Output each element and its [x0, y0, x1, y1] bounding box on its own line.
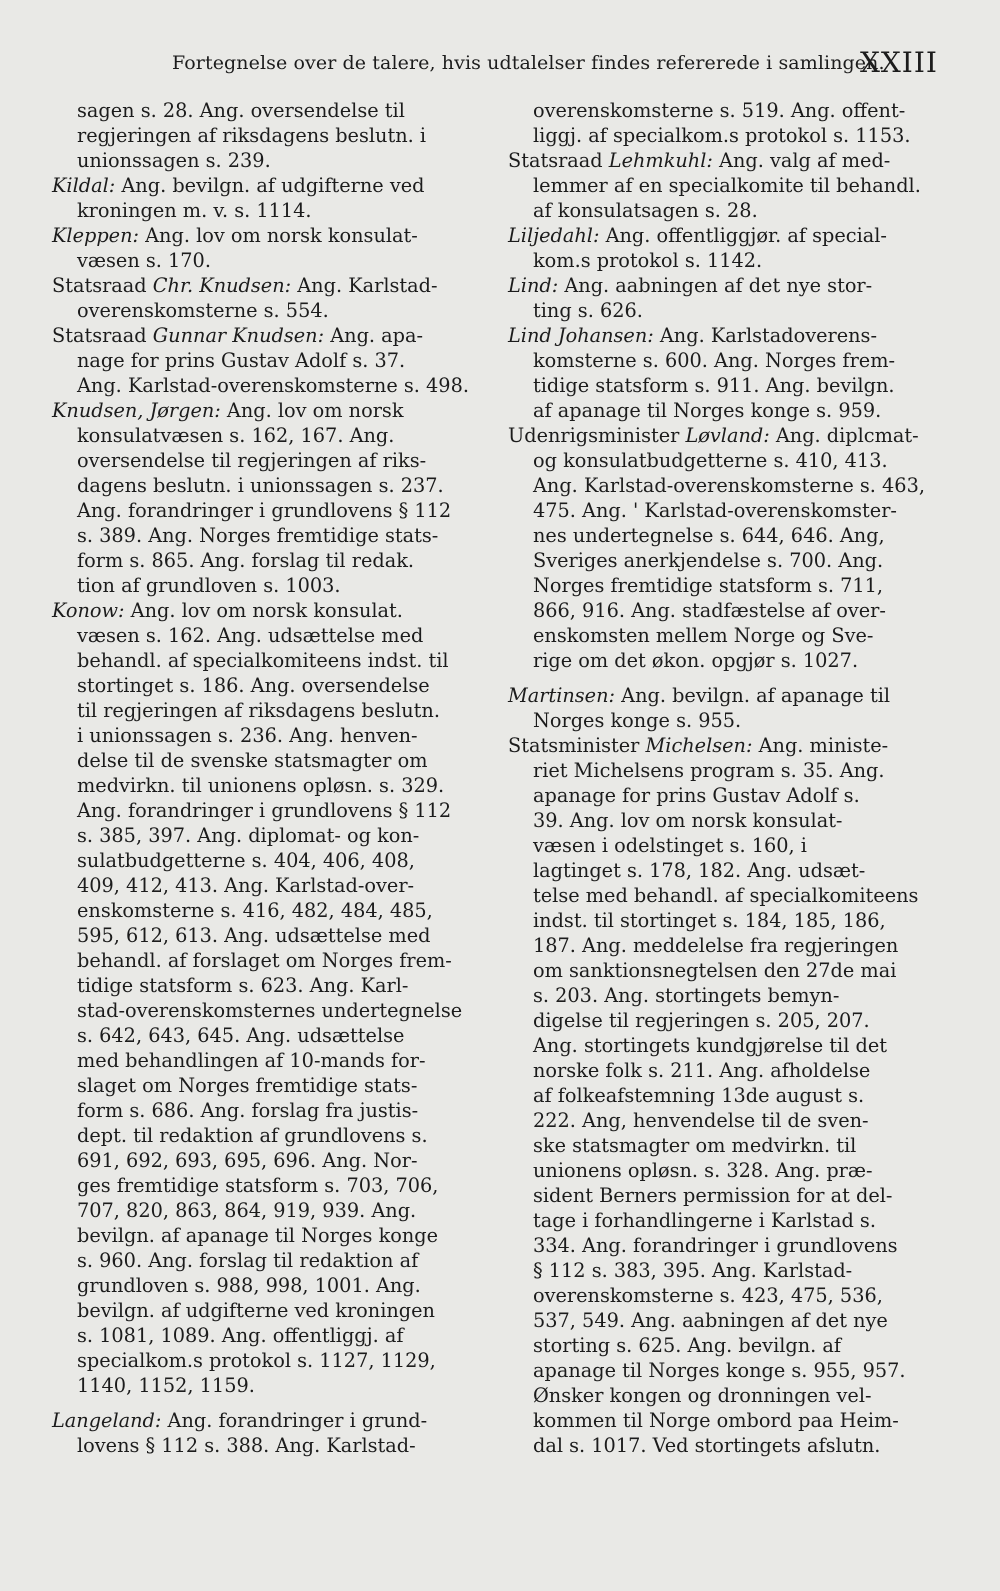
text-line — [52, 298, 485, 323]
text-line — [52, 723, 485, 748]
entry-text: s. 642, 643, 645. Ang. udsættelse — [77, 1024, 405, 1047]
text-line — [52, 98, 485, 123]
entry-text: indst. til stortinget s. 184, 185, 186, — [533, 909, 886, 932]
entry-text: storting s. 625. Ang. bevilgn. af — [533, 1334, 842, 1357]
text-line — [52, 448, 485, 473]
entry-text: regjeringen af riksdagens beslutn. i — [77, 124, 427, 147]
speaker-name: Gunnar Knudsen: — [152, 324, 325, 347]
entry-text: dal s. 1017. Ved stortingets afslutn. — [533, 1434, 881, 1457]
text-line — [508, 498, 938, 523]
running-title: Fortegnelse over de talere, hvis udtalelser findes refererede i samlingen. — [172, 52, 885, 74]
text-line — [508, 1158, 938, 1183]
speaker-title: Statsraad — [52, 274, 153, 297]
entry-text: sagen s. 28. Ang. oversendelse til — [77, 99, 405, 122]
speaker-name: Løvland: — [685, 424, 770, 447]
entry-text: Ang. forandringer i grundlovens § 112 — [77, 799, 452, 822]
text-line — [52, 623, 485, 648]
entry-text: Ang. Karlstadoverens- — [653, 324, 877, 347]
text-line — [52, 773, 485, 798]
text-line — [508, 173, 938, 198]
entry-text: tidige statsform s. 911. Ang. bevilgn. — [533, 374, 895, 397]
text-line — [52, 1048, 485, 1073]
text-line — [52, 348, 485, 373]
entry-text: telse med behandl. af specialkomiteens — [533, 884, 919, 907]
entry-text: ting s. 626. — [533, 299, 643, 322]
text-line — [508, 908, 938, 933]
speaker-name: Knudsen, Jørgen: — [52, 399, 221, 422]
text-line — [52, 973, 485, 998]
entry-text: nes undertegnelse s. 644, 646. Ang, — [533, 524, 885, 547]
text-line — [508, 1333, 938, 1358]
text-line — [508, 958, 938, 983]
entry-text: kroningen m. v. s. 1114. — [77, 199, 312, 222]
entry-text: bevilgn. af apanage til Norges konge — [77, 1224, 439, 1247]
speaker-name: Martinsen: — [508, 684, 616, 707]
entry-text: apanage til Norges konge s. 955, 957. — [533, 1359, 906, 1382]
entry-text: og konsulatbudgetterne s. 410, 413. — [533, 449, 888, 472]
speaker-title: Statsraad — [508, 149, 609, 172]
entry-text: Norges konge s. 955. — [533, 709, 742, 732]
entry-text: Ang. lov om norsk — [220, 399, 404, 422]
entry-text: 334. Ang. forandringer i grundlovens — [533, 1234, 898, 1257]
entry-text: nage for prins Gustav Adolf s. 37. — [77, 349, 406, 372]
entry-text: overenskomsterne s. 554. — [77, 299, 329, 322]
entry-text: komsterne s. 600. Ang. Norges frem- — [533, 349, 895, 372]
text-line — [508, 883, 938, 908]
speaker-name: Lind Johansen: — [508, 324, 654, 347]
entry-text: 409, 412, 413. Ang. Karlstad-over- — [77, 874, 415, 897]
text-line — [508, 98, 938, 123]
entry-text: 707, 820, 863, 864, 919, 939. Ang. — [77, 1199, 417, 1222]
text-line — [52, 1198, 485, 1223]
entry-text: bevilgn. af udgifterne ved kroningen — [77, 1299, 435, 1322]
entry-text: liggj. af specialkom.s protokol s. 1153. — [533, 124, 911, 147]
text-line — [52, 323, 485, 348]
text-line — [52, 648, 485, 673]
speaker-title: Statsminister — [508, 734, 646, 757]
entry-text: Ang. ministe- — [752, 734, 889, 757]
speaker-name: Konow: — [52, 599, 125, 622]
entry-text: riet Michelsens program s. 35. Ang. — [533, 759, 885, 782]
text-line — [508, 548, 938, 573]
entry-text: overenskomsterne s. 519. Ang. offent- — [533, 99, 906, 122]
entry-text: § 112 s. 383, 395. Ang. Karlstad- — [533, 1259, 853, 1282]
entry-text: Ang. forandringer i grundlovens § 112 — [77, 499, 452, 522]
page-number: XXIII — [859, 46, 938, 79]
text-line — [508, 123, 938, 148]
text-line — [508, 708, 938, 733]
entry-text: Ang. bevilgn. af apanage til — [615, 684, 891, 707]
entry-text: til regjeringen af riksdagens beslutn. — [77, 699, 440, 722]
entry-text: 866, 916. Ang. stadfæstelse af over- — [533, 599, 886, 622]
text-line — [52, 548, 485, 573]
text-line — [52, 1173, 485, 1198]
text-line — [508, 373, 938, 398]
entry-text: 537, 549. Ang. aabningen af det nye — [533, 1309, 888, 1332]
text-line — [508, 298, 938, 323]
left-column — [52, 98, 485, 1458]
entry-text: 222. Ang, henvendelse til de sven- — [533, 1109, 869, 1132]
text-line — [52, 1273, 485, 1298]
entry-text: tage i forhandlingerne i Karlstad s. — [533, 1209, 876, 1232]
entry-text: kom.s protokol s. 1142. — [533, 249, 763, 272]
entry-text: Ang. Karlstad-overenskomsterne s. 498. — [77, 374, 469, 397]
entry-text: ske statsmagter om medvirkn. til — [533, 1134, 857, 1157]
entry-text: af folkeafstemning 13de august s. — [533, 1084, 865, 1107]
text-line — [508, 1133, 938, 1158]
text-line — [508, 808, 938, 833]
text-line — [52, 898, 485, 923]
entry-text: med behandlingen af 10-mands for- — [77, 1049, 426, 1072]
text-line — [52, 273, 485, 298]
entry-text: s. 960. Ang. forslag til redaktion af — [77, 1249, 419, 1272]
text-line — [508, 623, 938, 648]
text-line — [508, 983, 938, 1008]
entry-text: væsen s. 162. Ang. udsættelse med — [77, 624, 424, 647]
entry-text: sident Berners permission for at del- — [533, 1184, 893, 1207]
speaker-name: Lind: — [508, 274, 559, 297]
text-line — [52, 148, 485, 173]
text-line — [508, 248, 938, 273]
entry-text: lovens § 112 s. 388. Ang. Karlstad- — [77, 1434, 416, 1457]
text-line — [52, 1433, 485, 1458]
page-header — [60, 44, 938, 84]
text-line — [52, 573, 485, 598]
text-line — [52, 1373, 485, 1398]
text-line — [508, 598, 938, 623]
text-line — [52, 798, 485, 823]
entry-text: Ang. offentliggjør. af special- — [599, 224, 887, 247]
text-line — [52, 223, 485, 248]
text-line — [52, 173, 485, 198]
entry-text: stortinget s. 186. Ang. oversendelse — [77, 674, 430, 697]
entry-text: slaget om Norges fremtidige stats- — [77, 1074, 418, 1097]
entry-text: medvirkn. til unionens opløsn. s. 329. — [77, 774, 445, 797]
text-line — [52, 1098, 485, 1123]
speaker-title: Statsraad — [52, 324, 153, 347]
entry-text: Ang. forandringer i grund- — [161, 1409, 428, 1432]
entry-text: tion af grundloven s. 1003. — [77, 574, 341, 597]
text-line — [508, 733, 938, 758]
text-line — [52, 423, 485, 448]
text-line — [508, 648, 938, 673]
text-line — [52, 923, 485, 948]
text-line — [52, 1223, 485, 1248]
text-line — [52, 398, 485, 423]
text-line — [508, 148, 938, 173]
text-line — [508, 223, 938, 248]
text-line — [508, 758, 938, 783]
text-line — [508, 1283, 938, 1308]
entry-text: specialkom.s protokol s. 1127, 1129, — [77, 1349, 436, 1372]
entry-text: Ang. diplcmat- — [769, 424, 919, 447]
speaker-name: Kleppen: — [52, 224, 139, 247]
text-line — [508, 1358, 938, 1383]
entry-text: form s. 865. Ang. forslag til redak. — [77, 549, 415, 572]
entry-text: af apanage til Norges konge s. 959. — [533, 399, 882, 422]
text-line — [508, 1433, 938, 1458]
speaker-name: Langeland: — [52, 1409, 162, 1432]
text-line — [508, 423, 938, 448]
entry-text: behandl. af specialkomiteens indst. til — [77, 649, 449, 672]
text-line — [508, 1008, 938, 1033]
text-line — [52, 373, 485, 398]
entry-text: apanage for prins Gustav Adolf s. — [533, 784, 860, 807]
entry-text: Ang. lov om norsk konsulat- — [139, 224, 418, 247]
text-line — [508, 683, 938, 708]
entry-text: enskomsten mellem Norge og Sve- — [533, 624, 874, 647]
text-line — [52, 248, 485, 273]
text-line — [52, 998, 485, 1023]
entry-text: Ang. valg af med- — [712, 149, 891, 172]
text-line — [52, 698, 485, 723]
entry-text: af konsulatsagen s. 28. — [533, 199, 758, 222]
entry-text: stad-overenskomsternes undertegnelse — [77, 999, 463, 1022]
entry-text: lagtinget s. 178, 182. Ang. udsæt- — [533, 859, 866, 882]
entry-text: dagens beslutn. i unionssagen s. 237. — [77, 474, 444, 497]
entry-text: 187. Ang. meddelelse fra regjeringen — [533, 934, 899, 957]
text-line — [508, 198, 938, 223]
text-line — [52, 1323, 485, 1348]
text-line — [508, 523, 938, 548]
speaker-name: Chr. Knudsen: — [152, 274, 292, 297]
text-line — [508, 448, 938, 473]
speaker-name: Kildal: — [52, 174, 116, 197]
entry-text: s. 203. Ang. stortingets bemyn- — [533, 984, 840, 1007]
entry-text: oversendelse til regjeringen af riks- — [77, 449, 427, 472]
text-line — [52, 1023, 485, 1048]
entry-text: unionens opløsn. s. 328. Ang. præ- — [533, 1159, 873, 1182]
text-line — [52, 948, 485, 973]
entry-text: om sanktionsnegtelsen den 27de mai — [533, 959, 897, 982]
text-line — [508, 1183, 938, 1208]
entry-text: enskomsterne s. 416, 482, 484, 485, — [77, 899, 433, 922]
text-line — [52, 823, 485, 848]
entry-text: Ang. bevilgn. af udgifterne ved — [115, 174, 425, 197]
text-line — [508, 858, 938, 883]
entry-text: unionssagen s. 239. — [77, 149, 271, 172]
text-line — [508, 323, 938, 348]
entry-text: kommen til Norge ombord paa Heim- — [533, 1409, 899, 1432]
text-line — [52, 1408, 485, 1433]
text-line — [508, 1208, 938, 1233]
text-line — [52, 1348, 485, 1373]
text-line — [52, 1073, 485, 1098]
entry-text: Ang. lov om norsk konsulat. — [124, 599, 403, 622]
entry-text: 475. Ang. ' Karlstad-overenskomster- — [533, 499, 897, 522]
speaker-name: Michelsen: — [645, 734, 753, 757]
entry-text: Ønsker kongen og dronningen vel- — [533, 1384, 872, 1407]
entry-text: væsen s. 170. — [77, 249, 211, 272]
entry-text: norske folk s. 211. Ang. afholdelse — [533, 1059, 871, 1082]
entry-text: grundloven s. 988, 998, 1001. Ang. — [77, 1274, 421, 1297]
text-line — [508, 573, 938, 598]
text-line — [52, 1148, 485, 1173]
speaker-name: Lehmkuhl: — [608, 149, 713, 172]
entry-text: overenskomsterne s. 423, 475, 536, — [533, 1284, 883, 1307]
entry-text: 691, 692, 693, 695, 696. Ang. Nor- — [77, 1149, 418, 1172]
entry-text: tidige statsform s. 623. Ang. Karl- — [77, 974, 409, 997]
entry-text: lemmer af en specialkomite til behandl. — [533, 174, 921, 197]
entry-text: Sveriges anerkjendelse s. 700. Ang. — [533, 549, 884, 572]
text-line — [508, 833, 938, 858]
entry-text: Ang. aabningen af det nye stor- — [558, 274, 873, 297]
text-line — [508, 1233, 938, 1258]
text-line — [508, 273, 938, 298]
text-line — [52, 673, 485, 698]
entry-text: 39. Ang. lov om norsk konsulat- — [533, 809, 843, 832]
entry-text: dept. til redaktion af grundlovens s. — [77, 1124, 428, 1147]
text-line — [52, 198, 485, 223]
text-line — [52, 1248, 485, 1273]
text-line — [52, 1123, 485, 1148]
entry-text: 1140, 1152, 1159. — [77, 1374, 255, 1397]
entry-text: konsulatvæsen s. 162, 167. Ang. — [77, 424, 395, 447]
right-column — [508, 98, 938, 1458]
text-line — [508, 1083, 938, 1108]
text-line — [508, 398, 938, 423]
text-line — [508, 1383, 938, 1408]
entry-text: s. 385, 397. Ang. diplomat- og kon- — [77, 824, 420, 847]
entry-text: rige om det økon. opgjør s. 1027. — [533, 649, 859, 672]
entry-text: s. 389. Ang. Norges fremtidige stats- — [77, 524, 439, 547]
text-line — [52, 598, 485, 623]
speaker-title: Udenrigsminister — [508, 424, 686, 447]
text-line — [508, 783, 938, 808]
text-line — [52, 498, 485, 523]
entry-text: digelse til regjeringen s. 205, 207. — [533, 1009, 870, 1032]
entry-text: sulatbudgetterne s. 404, 406, 408, — [77, 849, 415, 872]
text-line — [52, 873, 485, 898]
entry-text: Ang. apa- — [324, 324, 424, 347]
text-line — [52, 748, 485, 773]
text-line — [508, 1058, 938, 1083]
entry-text: Ang. Karlstad- — [291, 274, 438, 297]
text-line — [508, 1033, 938, 1058]
entry-text: form s. 686. Ang. forslag fra justis- — [77, 1099, 419, 1122]
text-line — [52, 523, 485, 548]
entry-text: Ang. stortingets kundgjørelse til det — [533, 1034, 888, 1057]
entry-text: Ang. Karlstad-overenskomsterne s. 463, — [533, 474, 925, 497]
text-line — [52, 473, 485, 498]
text-line — [508, 1408, 938, 1433]
entry-text: 595, 612, 613. Ang. udsættelse med — [77, 924, 431, 947]
text-line — [508, 1108, 938, 1133]
text-line — [52, 123, 485, 148]
speaker-name: Liljedahl: — [508, 224, 600, 247]
entry-text: delse til de svenske statsmagter om — [77, 749, 428, 772]
entry-text: s. 1081, 1089. Ang. offentliggj. af — [77, 1324, 404, 1347]
text-line — [508, 1258, 938, 1283]
entry-text: ges fremtidige statsform s. 703, 706, — [77, 1174, 439, 1197]
entry-text: behandl. af forslaget om Norges frem- — [77, 949, 452, 972]
text-line — [52, 1298, 485, 1323]
entry-text: i unionssagen s. 236. Ang. henven- — [77, 724, 418, 747]
entry-text: Norges fremtidige statsform s. 711, — [533, 574, 884, 597]
text-line — [508, 933, 938, 958]
text-line — [508, 473, 938, 498]
text-line — [52, 848, 485, 873]
entry-text: væsen i odelstinget s. 160, i — [533, 834, 807, 857]
text-line — [508, 1308, 938, 1333]
text-line — [508, 348, 938, 373]
